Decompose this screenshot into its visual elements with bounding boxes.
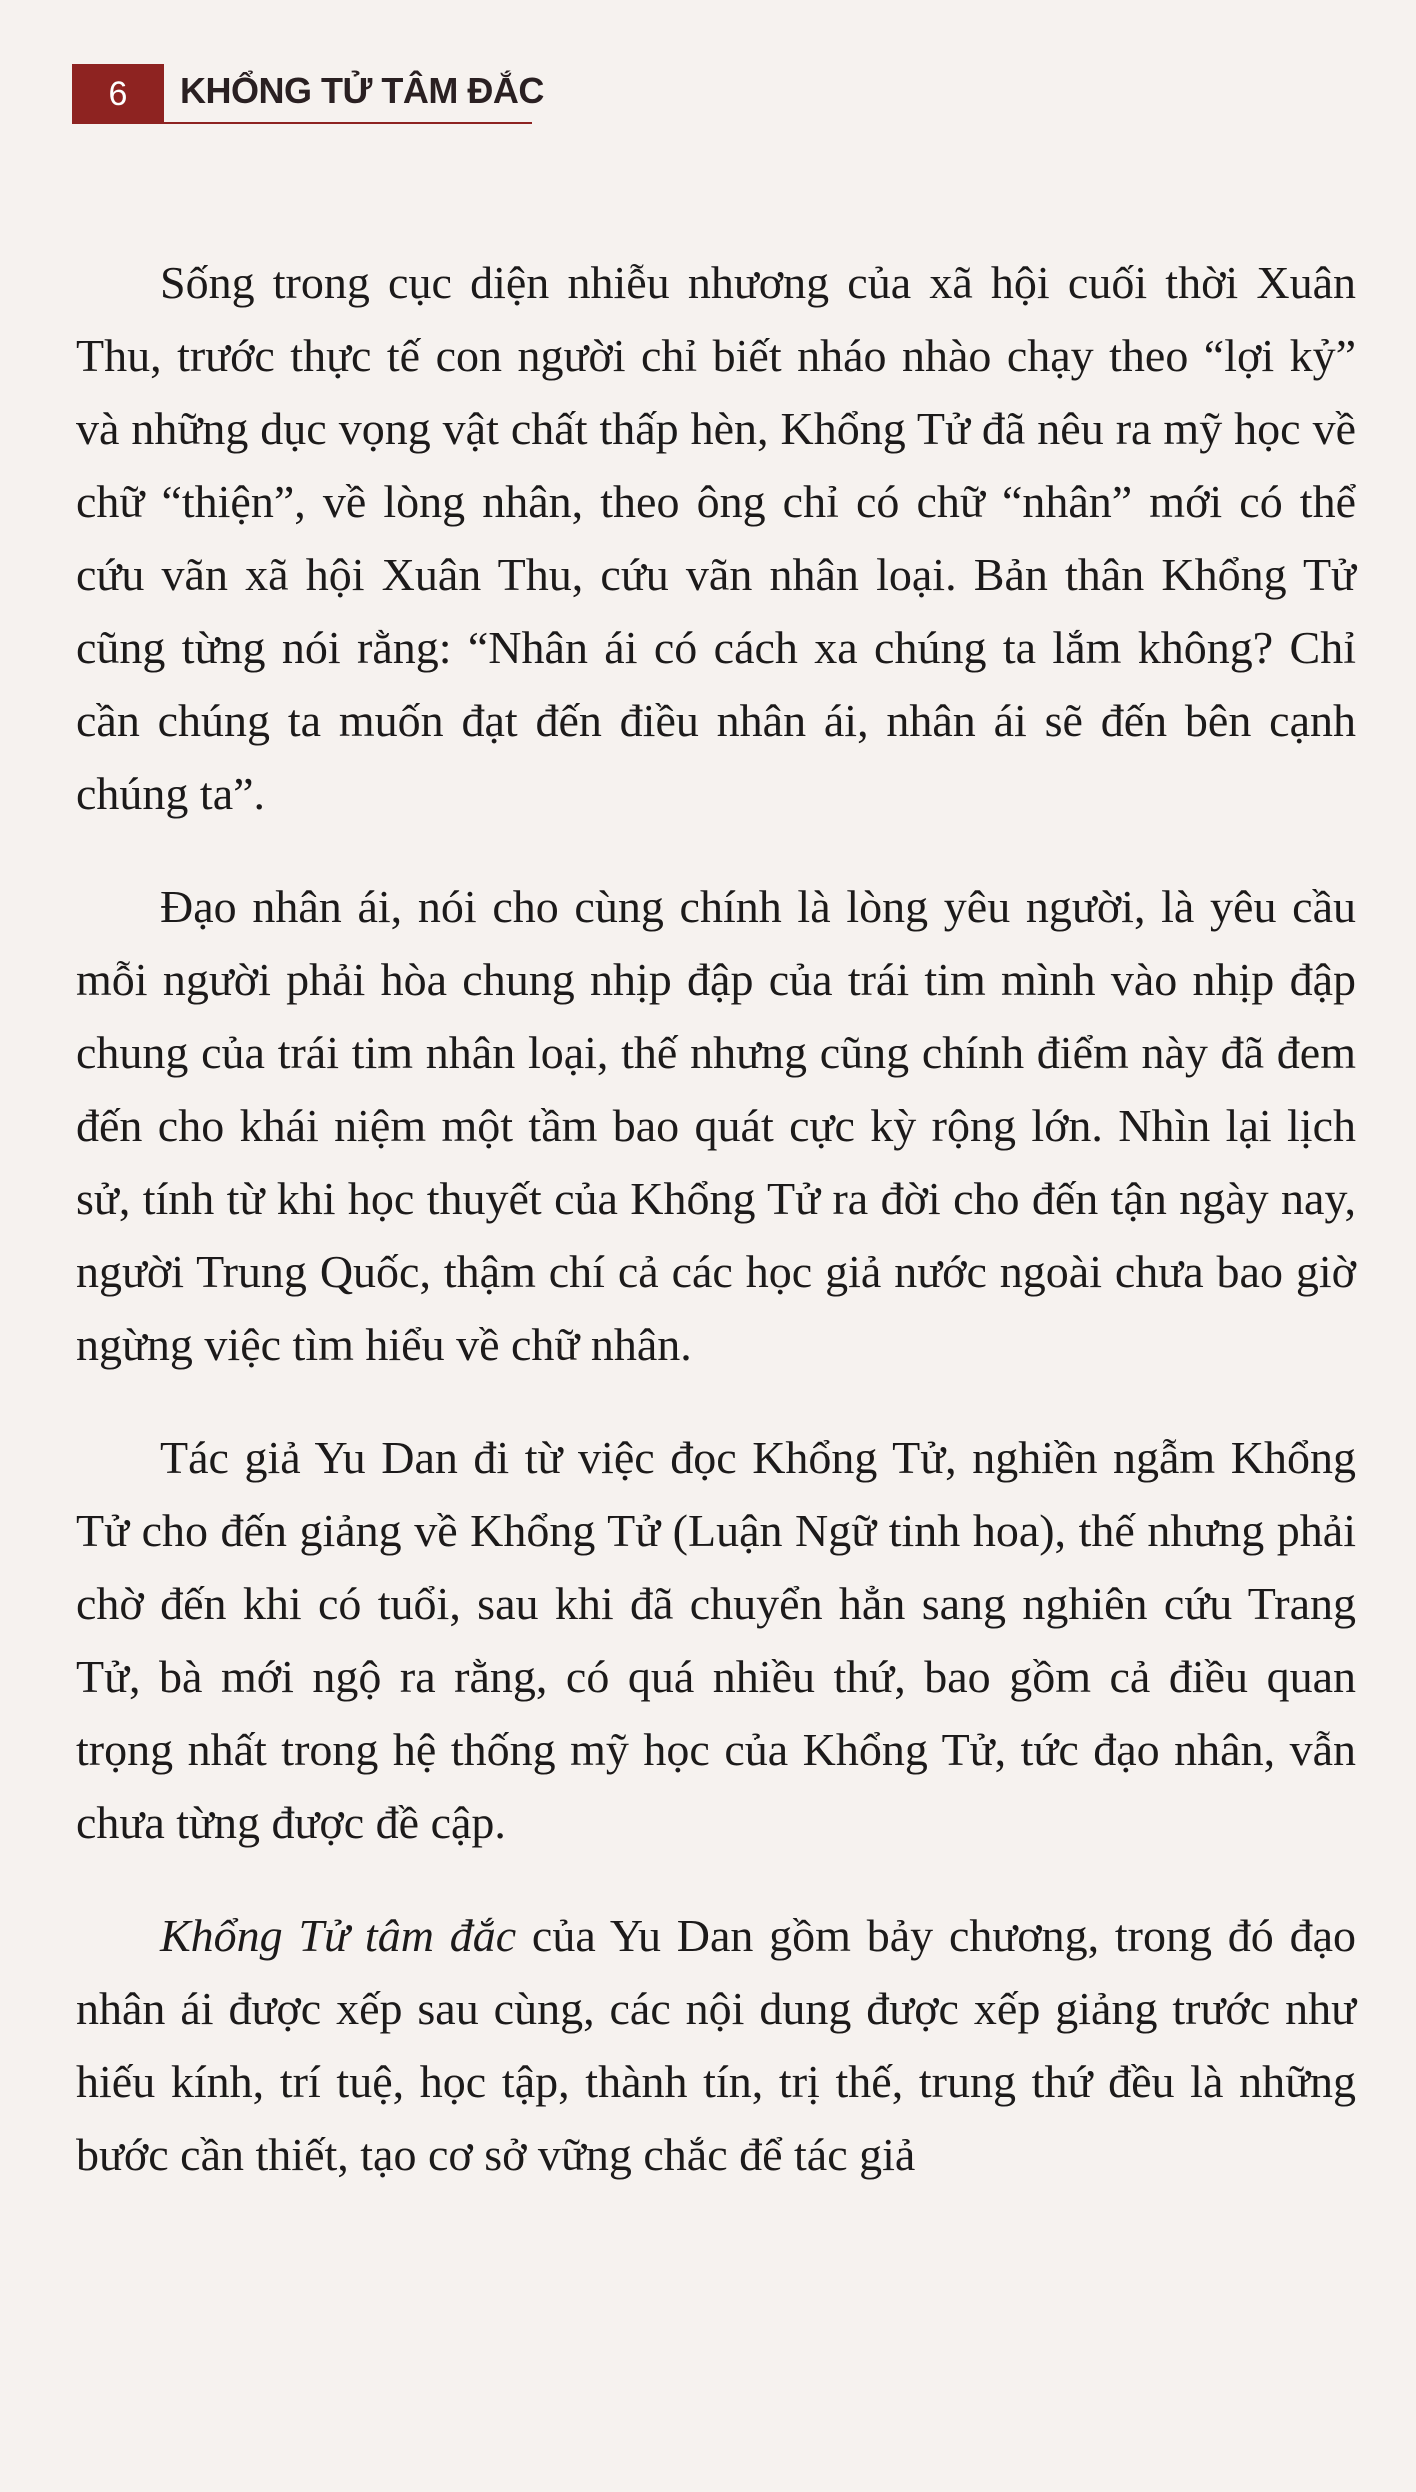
page-header xyxy=(72,64,544,124)
paragraph-4 xyxy=(76,1899,1356,2191)
paragraph-3: Tác giả Yu Dan đi từ việc đọc Khổng Tử, nghiền ngẫm Khổng Tử cho đến giảng về Khổng Tử (Luận Ngữ tinh hoa), thế nhưng phải chờ đến khi có tuổi, sau khi đã chuyển hẳn sang nghiên cứu Trang Tử, bà mới ngộ ra rằng, có quá nhiều thứ, bao gồm cả điều quan trọng nhất trong hệ thống mỹ học của Khổng Tử, tức đạo nhân, vẫn chưa từng được đề cập. xyxy=(76,1432,1356,1848)
paragraph-4-text: của Yu Dan gồm bảy chương, trong đó đạo nhân ái được xếp sau cùng, các nội dung được xếp giảng trước như hiếu kính, trí tuệ, học tập, thành tín, trị thế, trung thứ đều là những bước cần thiết, tạo cơ sở vững chắc để tác giả xyxy=(76,1910,1356,2180)
paragraph-1: Sống trong cục diện nhiễu nhương của xã hội cuối thời Xuân Thu, trước thực tế con người chỉ biết nháo nhào chạy theo “lợi kỷ” và những dục vọng vật chất thấp hèn, Khổng Tử đã nêu ra mỹ học về chữ “thiện”, về lòng nhân, theo ông chỉ có chữ “nhân” mới có thể cứu vãn xã hội Xuân Thu, cứu vãn nhân loại. Bản thân Khổng Tử cũng từng nói rằng: “Nhân ái có cách xa chúng ta lắm không? Chỉ cần chúng ta muốn đạt đến điều nhân ái, nhân ái sẽ đến bên cạnh chúng ta”. xyxy=(76,257,1356,819)
header-rule xyxy=(72,122,532,124)
book-title: Khổng Tử tâm đắc xyxy=(160,1910,517,1961)
body-text xyxy=(76,246,1356,2231)
running-title: KHỔNG TỬ TÂM ĐẮC xyxy=(180,70,544,111)
paragraph-2: Đạo nhân ái, nói cho cùng chính là lòng yêu người, là yêu cầu mỗi người phải hòa chung nhịp đập của trái tim mình vào nhịp đập chung của trái tim nhân loại, thế nhưng cũng chính điểm này đã đem đến cho khái niệm một tầm bao quát cực kỳ rộng lớn. Nhìn lại lịch sử, tính từ khi học thuyết của Khổng Tử ra đời cho đến tận ngày nay, người Trung Quốc, thậm chí cả các học giả nước ngoài chưa bao giờ ngừng việc tìm hiểu về chữ nhân. xyxy=(76,881,1356,1370)
page-number: 6 xyxy=(72,64,164,124)
